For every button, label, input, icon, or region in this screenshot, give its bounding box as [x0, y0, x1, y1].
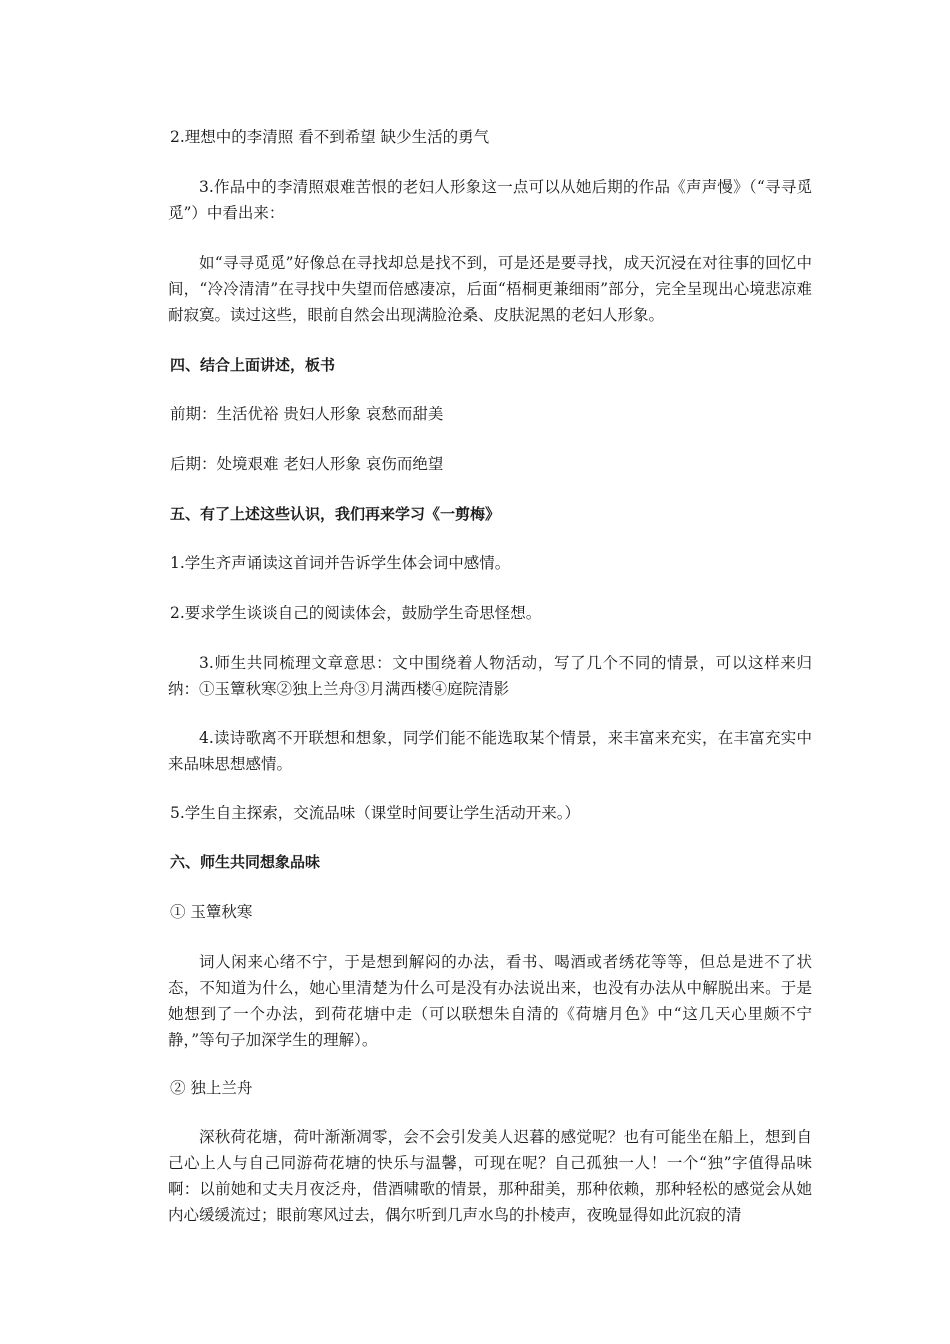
paragraph-step-1: 1.学生齐声诵读这首词并告诉学生体会词中感情。 [170, 554, 511, 572]
paragraph-step-5: 5.学生自主探索，交流品味（课堂时间要让学生活动开来。） [170, 804, 581, 822]
section-heading-6: 六、师生共同想象品味 [170, 853, 321, 871]
paragraph-item-3: 3.作品中的李清照艰难苦恨的老妇人形象这一点可以从她后期的作品《声声慢》（“寻寻觅觅”）中看出来： [168, 178, 812, 222]
section-heading-5: 五、有了上述这些认识，我们再来学习《一剪梅》 [170, 505, 501, 523]
paragraph-item-2: 2.理想中的李清照 看不到希望 缺少生活的勇气 [170, 128, 490, 146]
scene-title-1: ① 玉簟秋寒 [170, 903, 253, 921]
scene-description-1: 词人闲来心绪不宁，于是想到解闷的办法，看书、喝酒或者绣花等等，但总是进不了状态，不知道为什么，她心里清楚为什么可是没有办法说出来，也没有办法从中解脱出来。于是她想到了一个办法，到荷花塘中走（可以联想朱自清的《荷塘月色》中“这几天心里颇不宁静，”等句子加深学生的理解）。 [168, 953, 812, 1049]
paragraph-example-search: 如“寻寻觅觅”好像总在寻找却总是找不到，可是还是要寻找，成天沉浸在对往事的回忆中间，“冷冷清清”在寻找中失望而倍感凄凉，后面“梧桐更兼细雨”部分，完全呈现出心境悲凉难耐寂寞。读过这些，眼前自然会出现满脸沧桑、皮肤泥黑的老妇人形象。 [168, 254, 812, 324]
paragraph-late-period: 后期：处境艰难 老妇人形象 哀伤而绝望 [170, 455, 444, 473]
scene-title-2: ② 独上兰舟 [170, 1079, 253, 1097]
paragraph-early-period: 前期：生活优裕 贵妇人形象 哀愁而甜美 [170, 405, 444, 423]
paragraph-step-2: 2.要求学生谈谈自己的阅读体会，鼓励学生奇思怪想。 [170, 604, 542, 622]
paragraph-step-4: 4.读诗歌离不开联想和想象，同学们能不能选取某个情景，来丰富来充实，在丰富充实中来品味思想感情。 [168, 729, 812, 773]
paragraph-step-3: 3.师生共同梳理文章意思：文中围绕着人物活动，写了几个不同的情景，可以这样来归纳：①玉簟秋寒②独上兰舟③月满西楼④庭院清影 [168, 654, 812, 698]
section-heading-4: 四、结合上面讲述，板书 [170, 356, 336, 374]
scene-description-2: 深秋荷花塘，荷叶渐渐凋零，会不会引发美人迟暮的感觉呢？也有可能坐在船上，想到自己心上人与自己同游荷花塘的快乐与温馨，可现在呢？自己孤独一人！一个“独”字值得品味啊：以前她和丈夫月夜泛舟，借酒啸歌的情景，那种甜美，那种依赖，那种轻松的感觉会从她内心缓缓流过；眼前寒风过去，偶尔听到几声水鸟的扑棱声，夜晚显得如此沉寂的清 [168, 1128, 812, 1224]
